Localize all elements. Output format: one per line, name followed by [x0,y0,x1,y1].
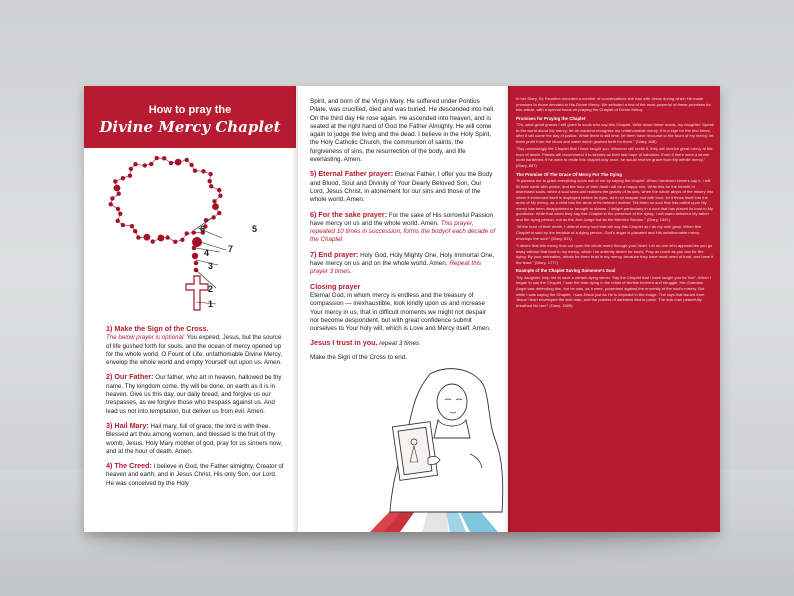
rosary-number: 5 [252,224,258,234]
step-body: Hail mary, full of grace, the lord is with thee. Blessed art thou among women, and blessed is the fruit of thy womb, Jesus. Holy Mary mother of god, pray for us sinners now, and at the hour of death. Amen. [106,422,283,455]
rosary-bead [155,156,159,160]
rosary-bead [151,239,155,243]
rosary-bead [192,253,198,259]
brochure [84,86,720,532]
rosary-bead [180,238,184,242]
trust-title: Jesus I trust in you. [310,338,378,348]
rosary-bead [165,235,169,239]
rosary-bead [185,231,189,235]
rosary-bead [117,192,121,196]
step-body: Eternal Father, I offer you the Body and Blood, Soul and Divinity of Your Dearly Beloved Son, Our Lord, Jesus Christ, in atonement for our sins and those of the whole world. Amen. [310,171,493,204]
header-title: Divine Mercy Chaplet [99,118,281,136]
rosary-bead [130,224,134,228]
creed-continued: Spirit, and born of the Virgin Mary. He suffered under Pontius Pilate, was crucified, died and was buried. He descended into hell. On the third day He rose again. He ascended into heaven, and is seated at the right hand of God the Father Almighty. He will come again to judge the living and the dead. I believe in the Holy Spirit, the Holy Catholic Church, the communion of saints, the forgiveness of sins, the resurrection of the body, and life everlasting. Amen. [310,98,495,164]
closing-prayer [310,282,496,334]
rosary-bead [143,163,147,167]
rosary-number: 3 [208,261,214,271]
rosary-bead [217,211,221,215]
fold-line [504,86,510,532]
quote-paragraph: "Say unceasingly the Chaplet that I have taught you. Whoever will recite it, they will receive great mercy at the hour of death. Priests will recommend it to sinners as their last hope of salvation. Even if there were a sinner most hardened, if he were to recite this chaplet only once, he would receive grace from My infinite mercy." (Diary, 687) [516,146,713,169]
header-banner [84,86,296,148]
rosary-bead [136,235,140,239]
closing-body: Eternal God, in whom mercy is endless and the treasury of compassion — inexhaustible, look kindly upon us and increase Your mercy in us, that in difficult moments we might not despair nor become despondent, but with great confidence submit ourselves to Your holy will, which is Love and Mercy itself. Amen. [310,291,491,333]
quote-paragraph: "It pleases me to grant everything souls ask of me by saying the chaplet. When hardened sinners say it, I will fill their souls with peace, and the hour of their death will be a happy one. Write this for the benefit of distressed souls, when a soul sees and realises the gravity of its sins, when the whole abyss of the misery into which it immersed itself is displayed before its eyes, let it not despair, but with trust, let it throw itself into the arms of My mercy, as a child into the arms of its beloved mother. Tell them no soul that has called upon My mercy has been disappointed or brought to shame. I delight particularly in a soul that has placed its trust in My goodness. Write that when they say this Chaplet in the presence of the dying, I will stand between My father and the dying person, not as the Just Judge but as the Merciful Saviour." (Diary, 1541) [516,178,714,222]
fold-line [292,86,298,532]
step-body: I believe in God, the Father almighty, Creator of heaven and earth, and in Jesus Christ, His only Son, our Lord. He was conceived by the Holy [106,463,284,487]
quote-paragraph: "My daughter, help me to save a certain dying sinner. Say the Chaplet that I have taught you for him". When I began to say the Chaplet, I saw the man dying in the midst of terrible torment and struggle. His Guardian Angel was defending him, but he was, as it were, powerless against the enormity of the soul's misery. But while I was saying the Chaplet, I saw Jesus just as He is depicted in the image. The rays that issued from Jesus' heart enveloped the sick man, and the powers of darkness fled in panic. The sick man peacefully breathed his last." (Diary, 1565) [516,274,711,308]
section-heading: Example of the Chaplet Saving Someone's Soul [516,268,616,274]
steps-column-2 [310,98,496,367]
rosary-bead [208,172,212,176]
quote-paragraph: "At the hour of their death, I defend every soul that will say this Chaplet as I do my own glory. When this Chaplet is said by the bedside of a dying person, God's anger is placated and His unfathomable mercy envelops the soul." (Diary, 811) [516,224,702,241]
step-title: 7) End prayer: [310,249,359,259]
rosary-number: 6 [200,224,206,234]
rosary-bead [118,212,122,216]
rosary-bead [173,240,177,244]
end-line: Make the Sign of the Cross to end. [310,353,407,361]
step-title: 2) Our Father: [106,372,154,382]
step-note: The below prayer is optional: [106,334,186,342]
rosary-bead [175,159,182,166]
header-line1: How to pray the [148,104,232,116]
step-title: 4) The Creed: [106,461,152,471]
panel-right [508,86,720,532]
rosary-bead [212,199,216,203]
closing-title: Closing prayer [310,281,361,291]
rosary-bead [116,207,120,211]
rosary-bead [121,223,125,227]
step-note: Repeat this prayer 3 times. [310,260,482,276]
rosary-number: 7 [228,244,234,254]
rosary-bead [209,184,213,188]
step-7 [310,250,496,277]
steps-column-1 [106,324,286,493]
rosary-bead [114,185,121,192]
step-body: Holy God, Holy Mighty One, Holy Immortal One, have mercy on us and on the whole world. Amen. [310,251,495,268]
panel-left [84,86,296,532]
step-5 [310,169,496,204]
section-heading: Promises for Praying the Chaplet [516,115,586,121]
promises-column [516,96,714,310]
rosary-bead [194,261,199,266]
rosary-bead [189,163,193,167]
divine-mercy-illustration [370,362,508,532]
rosary-bead [162,156,166,160]
rosary-bead [121,176,125,180]
step-title: 3) Hail Mary: [106,420,149,430]
section-heading: The Promise Of The Grace Of Mercy For The Dying [516,171,622,177]
rosary-bead [149,162,153,166]
rosary-number: 2 [208,284,214,294]
step-body: For the sake of His sorrowful Passion have mercy on us and the whole world. Amen. [310,211,494,227]
trust-line [310,338,496,348]
step-title: 6) For the sake prayer: [310,209,388,219]
rosary-bead [158,235,165,242]
rosary-bead [169,161,173,165]
quote-paragraph: "Oh, what great graces I will grant to souls who say this Chaplet. Write down these words, my daughter. Speak to the world about My mercy; let all mankind recognise my unfathomable mercy. It is a sign for the end times; after it will come the day of justice. While there is still time, let them have recourse to the fount of my mercy; let them profit from the blood and water which gushed forth for them." (Diary, 848) [516,122,714,144]
rosary-bead [116,219,120,223]
step-6 [310,210,496,245]
rosary-number: 1 [208,299,214,309]
step-title: 5) Eternal Father prayer: [310,169,394,179]
step-4 [106,461,286,488]
step-title: 1) Make the Sign of the Cross. [106,324,209,333]
rosary-bead [129,167,133,171]
rosary-bead [211,215,215,219]
step-body: Our father, who art in heaven, hallowed be thy name. Thy kingdom come, thy will be done, on earth as it is in heaven. Give us this day, our daily bread, and forgive us our trespasses, as we forgive those who trespass against us. And lead us not into temptation, but deliver us from evil. Amen. [106,374,282,415]
rosary-bead [192,230,196,234]
rosary-bead [212,203,219,210]
step-1 [106,324,286,367]
rosary-bead [185,158,189,162]
quote-paragraph: "I desire that this mercy flow out upon the whole world through your heart. Let no one who approaches you go away without that trust in my mercy, which I so ardently desire for souls. Pray as much as you can for the dying. By your entreaties, obtain for them trust in my mercy, because they have most need of trust, and have it the least." (Diary, 1777) [516,243,714,265]
rosary-bead [133,162,137,166]
trust-note: repeat 3 times [379,340,420,348]
rosary-bead [144,234,151,241]
step-note: This prayer, repeated 10 times in succession, forms the bodyof each decade of the Chaplet [310,219,496,244]
rosary-bead [113,179,117,183]
rosary-bead [109,202,113,206]
rosary-bead [193,169,197,173]
rosary-bead [218,194,222,198]
rosary-bead [201,169,205,173]
rosary-bead [133,229,137,233]
step-body: You expired, Jesus, but the source of life gushed forth for souls, and the ocean of mercy opened up for the whole world. O Fount of Life, unfathomable Divine Mercy, envelop the whole world and empty Yourself out upon us. Amen. [106,334,282,367]
step-3 [106,421,286,456]
cross-icon [186,276,208,310]
rosary-bead [208,179,212,183]
panel-middle [296,86,508,532]
rosary-diagram [94,152,258,322]
rosary-bead [110,196,114,200]
intro-text: In her Diary, St. Faustina recorded a number of conversations she had with Jesus during which He made promises to those devoted to His Divine Mercy. We selected a few of the most powerful of these promises for this article, with a special focus on praying the Chaplet of Divine Mercy. [516,96,711,113]
step-2 [106,372,286,415]
rosary-bead [217,188,221,192]
rosary-bead [128,174,132,178]
rosary-number: 4 [204,248,210,258]
